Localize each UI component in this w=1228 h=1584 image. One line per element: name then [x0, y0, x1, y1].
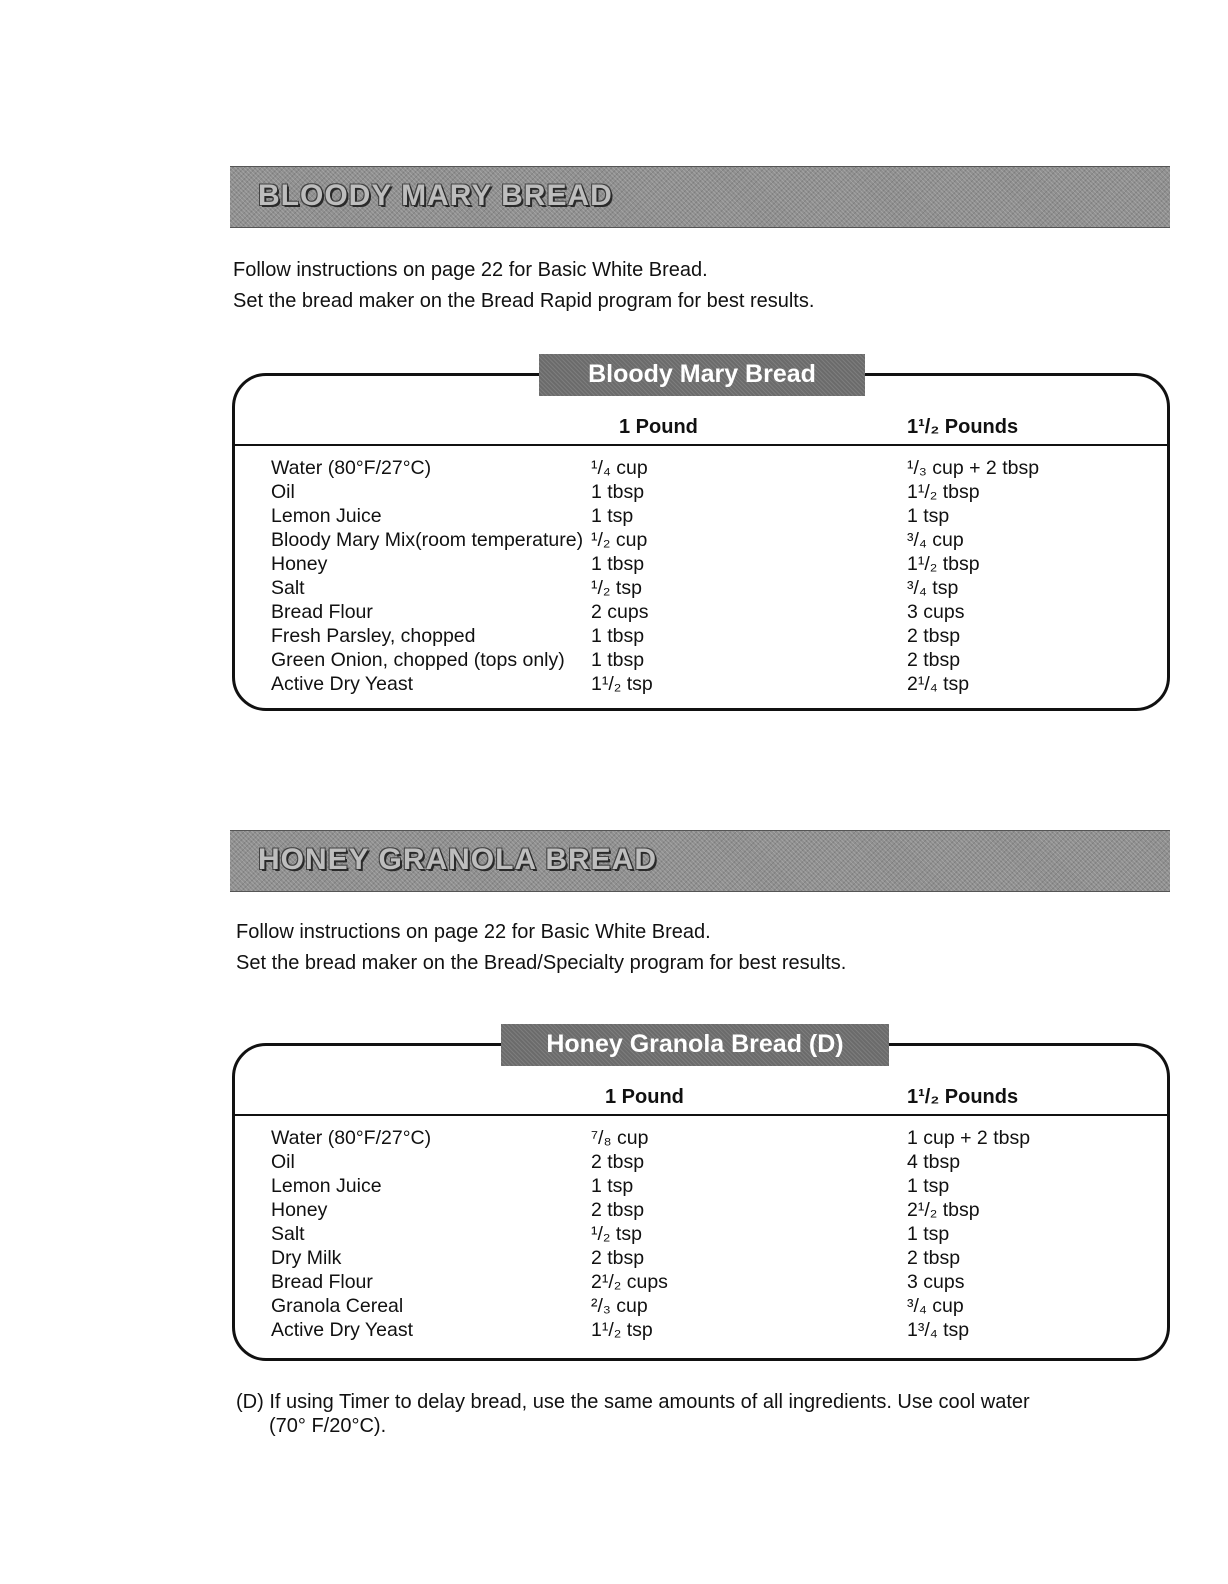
ingredient-name: Oil	[271, 481, 295, 503]
section-title: BLOODY MARY BREAD	[258, 179, 613, 212]
amount-1-5-pounds: 1 cup + 2 tbsp	[907, 1127, 1031, 1149]
table-row	[235, 600, 1167, 624]
table-row	[235, 1126, 1167, 1150]
table-row	[235, 528, 1167, 552]
section-intro	[236, 917, 846, 979]
amount-1-5-pounds: 4 tbsp	[907, 1151, 961, 1173]
ingredient-name: Active Dry Yeast	[271, 673, 413, 695]
ingredient-name: Water (80°F/27°C)	[271, 457, 432, 479]
table-title: Bloody Mary Bread	[539, 354, 865, 396]
amount-1-pound: 1¹/₂ tsp	[591, 673, 653, 695]
table-row	[235, 456, 1167, 480]
amount-1-5-pounds: ¹/₃ cup + 2 tbsp	[907, 457, 1040, 479]
footnote	[236, 1390, 1116, 1438]
amount-1-5-pounds: 2 tbsp	[907, 1247, 961, 1269]
amount-1-pound: 2¹/₂ cups	[591, 1271, 668, 1293]
amount-1-5-pounds: 2¹/₄ tsp	[907, 673, 970, 695]
amount-1-pound: 2 cups	[591, 601, 649, 623]
table-row	[235, 1318, 1167, 1342]
amount-1-5-pounds: 1 tsp	[907, 1223, 950, 1245]
amount-1-pound: 1 tsp	[591, 505, 634, 527]
amount-1-5-pounds: 1 tsp	[907, 505, 950, 527]
ingredient-name: Active Dry Yeast	[271, 1319, 413, 1341]
ingredient-name: Bloody Mary Mix(room temperature)	[271, 529, 584, 551]
table-row	[235, 648, 1167, 672]
table-row	[235, 672, 1167, 696]
recipe-table-bloody-mary	[232, 360, 1170, 711]
amount-1-5-pounds: ³/₄ cup	[907, 529, 964, 551]
column-header-1-5-pounds: 1¹/₂ Pounds	[907, 416, 1019, 438]
section-banner-bloody-mary	[230, 166, 1170, 228]
ingredient-name: Bread Flour	[271, 1271, 373, 1293]
table-row	[235, 1246, 1167, 1270]
amount-1-5-pounds: 1¹/₂ tbsp	[907, 553, 980, 575]
amount-1-pound: ⁷/₈ cup	[591, 1127, 649, 1149]
column-header-1-5-pounds: 1¹/₂ Pounds	[907, 1086, 1019, 1108]
table-row	[235, 1222, 1167, 1246]
amount-1-5-pounds: 2¹/₂ tbsp	[907, 1199, 980, 1221]
section-banner-honey-granola	[230, 830, 1170, 892]
recipe-table-honey-granola	[232, 1030, 1170, 1361]
ingredient-name: Green Onion, chopped (tops only)	[271, 649, 565, 671]
table-row	[235, 504, 1167, 528]
amount-1-5-pounds: ³/₄ cup	[907, 1295, 964, 1317]
footnote-line: (70° F/20°C).	[269, 1415, 387, 1437]
amount-1-5-pounds: ³/₄ tsp	[907, 577, 959, 599]
amount-1-pound: ²/₃ cup	[591, 1295, 648, 1317]
ingredient-rows	[235, 456, 1167, 696]
intro-line: Set the bread maker on the Bread/Specialty program for best results.	[236, 952, 847, 974]
amount-1-pound: 2 tbsp	[591, 1247, 645, 1269]
table-row	[235, 1270, 1167, 1294]
amount-1-5-pounds: 3 cups	[907, 601, 965, 623]
table-row	[235, 1174, 1167, 1198]
ingredient-name: Water (80°F/27°C)	[271, 1127, 432, 1149]
ingredient-name: Oil	[271, 1151, 295, 1173]
amount-1-pound: 2 tbsp	[591, 1151, 645, 1173]
ingredient-name: Salt	[271, 577, 305, 599]
amount-1-5-pounds: 1³/₄ tsp	[907, 1319, 970, 1341]
amount-1-pound: 1 tbsp	[591, 625, 645, 647]
amount-1-pound: 1 tbsp	[591, 553, 645, 575]
section-intro	[233, 255, 814, 317]
table-title: Honey Granola Bread (D)	[501, 1024, 889, 1066]
amount-1-pound: 1 tbsp	[591, 649, 645, 671]
amount-1-5-pounds: 2 tbsp	[907, 625, 961, 647]
table-row	[235, 624, 1167, 648]
header-divider	[235, 1114, 1167, 1116]
header-divider	[235, 444, 1167, 446]
amount-1-pound: ¹/₄ cup	[591, 457, 648, 479]
table-row	[235, 480, 1167, 504]
amount-1-5-pounds: 1¹/₂ tbsp	[907, 481, 980, 503]
ingredient-rows	[235, 1126, 1167, 1342]
intro-line: Set the bread maker on the Bread Rapid program for best results.	[233, 290, 815, 312]
section-title: HONEY GRANOLA BREAD	[258, 843, 658, 876]
amount-1-pound: 1 tsp	[591, 1175, 634, 1197]
amount-1-pound: ¹/₂ tsp	[591, 577, 642, 599]
amount-1-5-pounds: 3 cups	[907, 1271, 965, 1293]
table-row	[235, 552, 1167, 576]
ingredient-name: Dry Milk	[271, 1247, 342, 1269]
table-row	[235, 1150, 1167, 1174]
intro-line: Follow instructions on page 22 for Basic White Bread.	[236, 921, 711, 943]
ingredient-name: Fresh Parsley, chopped	[271, 625, 476, 647]
table-row	[235, 576, 1167, 600]
amount-1-pound: 2 tbsp	[591, 1199, 645, 1221]
table-row	[235, 1198, 1167, 1222]
amount-1-5-pounds: 2 tbsp	[907, 649, 961, 671]
amount-1-pound: 1¹/₂ tsp	[591, 1319, 653, 1341]
ingredient-name: Salt	[271, 1223, 305, 1245]
column-header-1-pound: 1 Pound	[619, 416, 698, 438]
intro-line: Follow instructions on page 22 for Basic White Bread.	[233, 259, 708, 281]
amount-1-5-pounds: 1 tsp	[907, 1175, 950, 1197]
column-header-1-pound: 1 Pound	[605, 1086, 684, 1108]
ingredient-name: Granola Cereal	[271, 1295, 404, 1317]
table-row	[235, 1294, 1167, 1318]
ingredient-name: Bread Flour	[271, 601, 373, 623]
amount-1-pound: ¹/₂ tsp	[591, 1223, 642, 1245]
footnote-line: (D) If using Timer to delay bread, use the same amounts of all ingredients. Use cool water	[236, 1391, 1030, 1413]
ingredient-name: Honey	[271, 1199, 328, 1221]
ingredient-name: Honey	[271, 553, 328, 575]
ingredient-name: Lemon Juice	[271, 505, 382, 527]
amount-1-pound: 1 tbsp	[591, 481, 645, 503]
ingredient-name: Lemon Juice	[271, 1175, 382, 1197]
amount-1-pound: ¹/₂ cup	[591, 529, 648, 551]
